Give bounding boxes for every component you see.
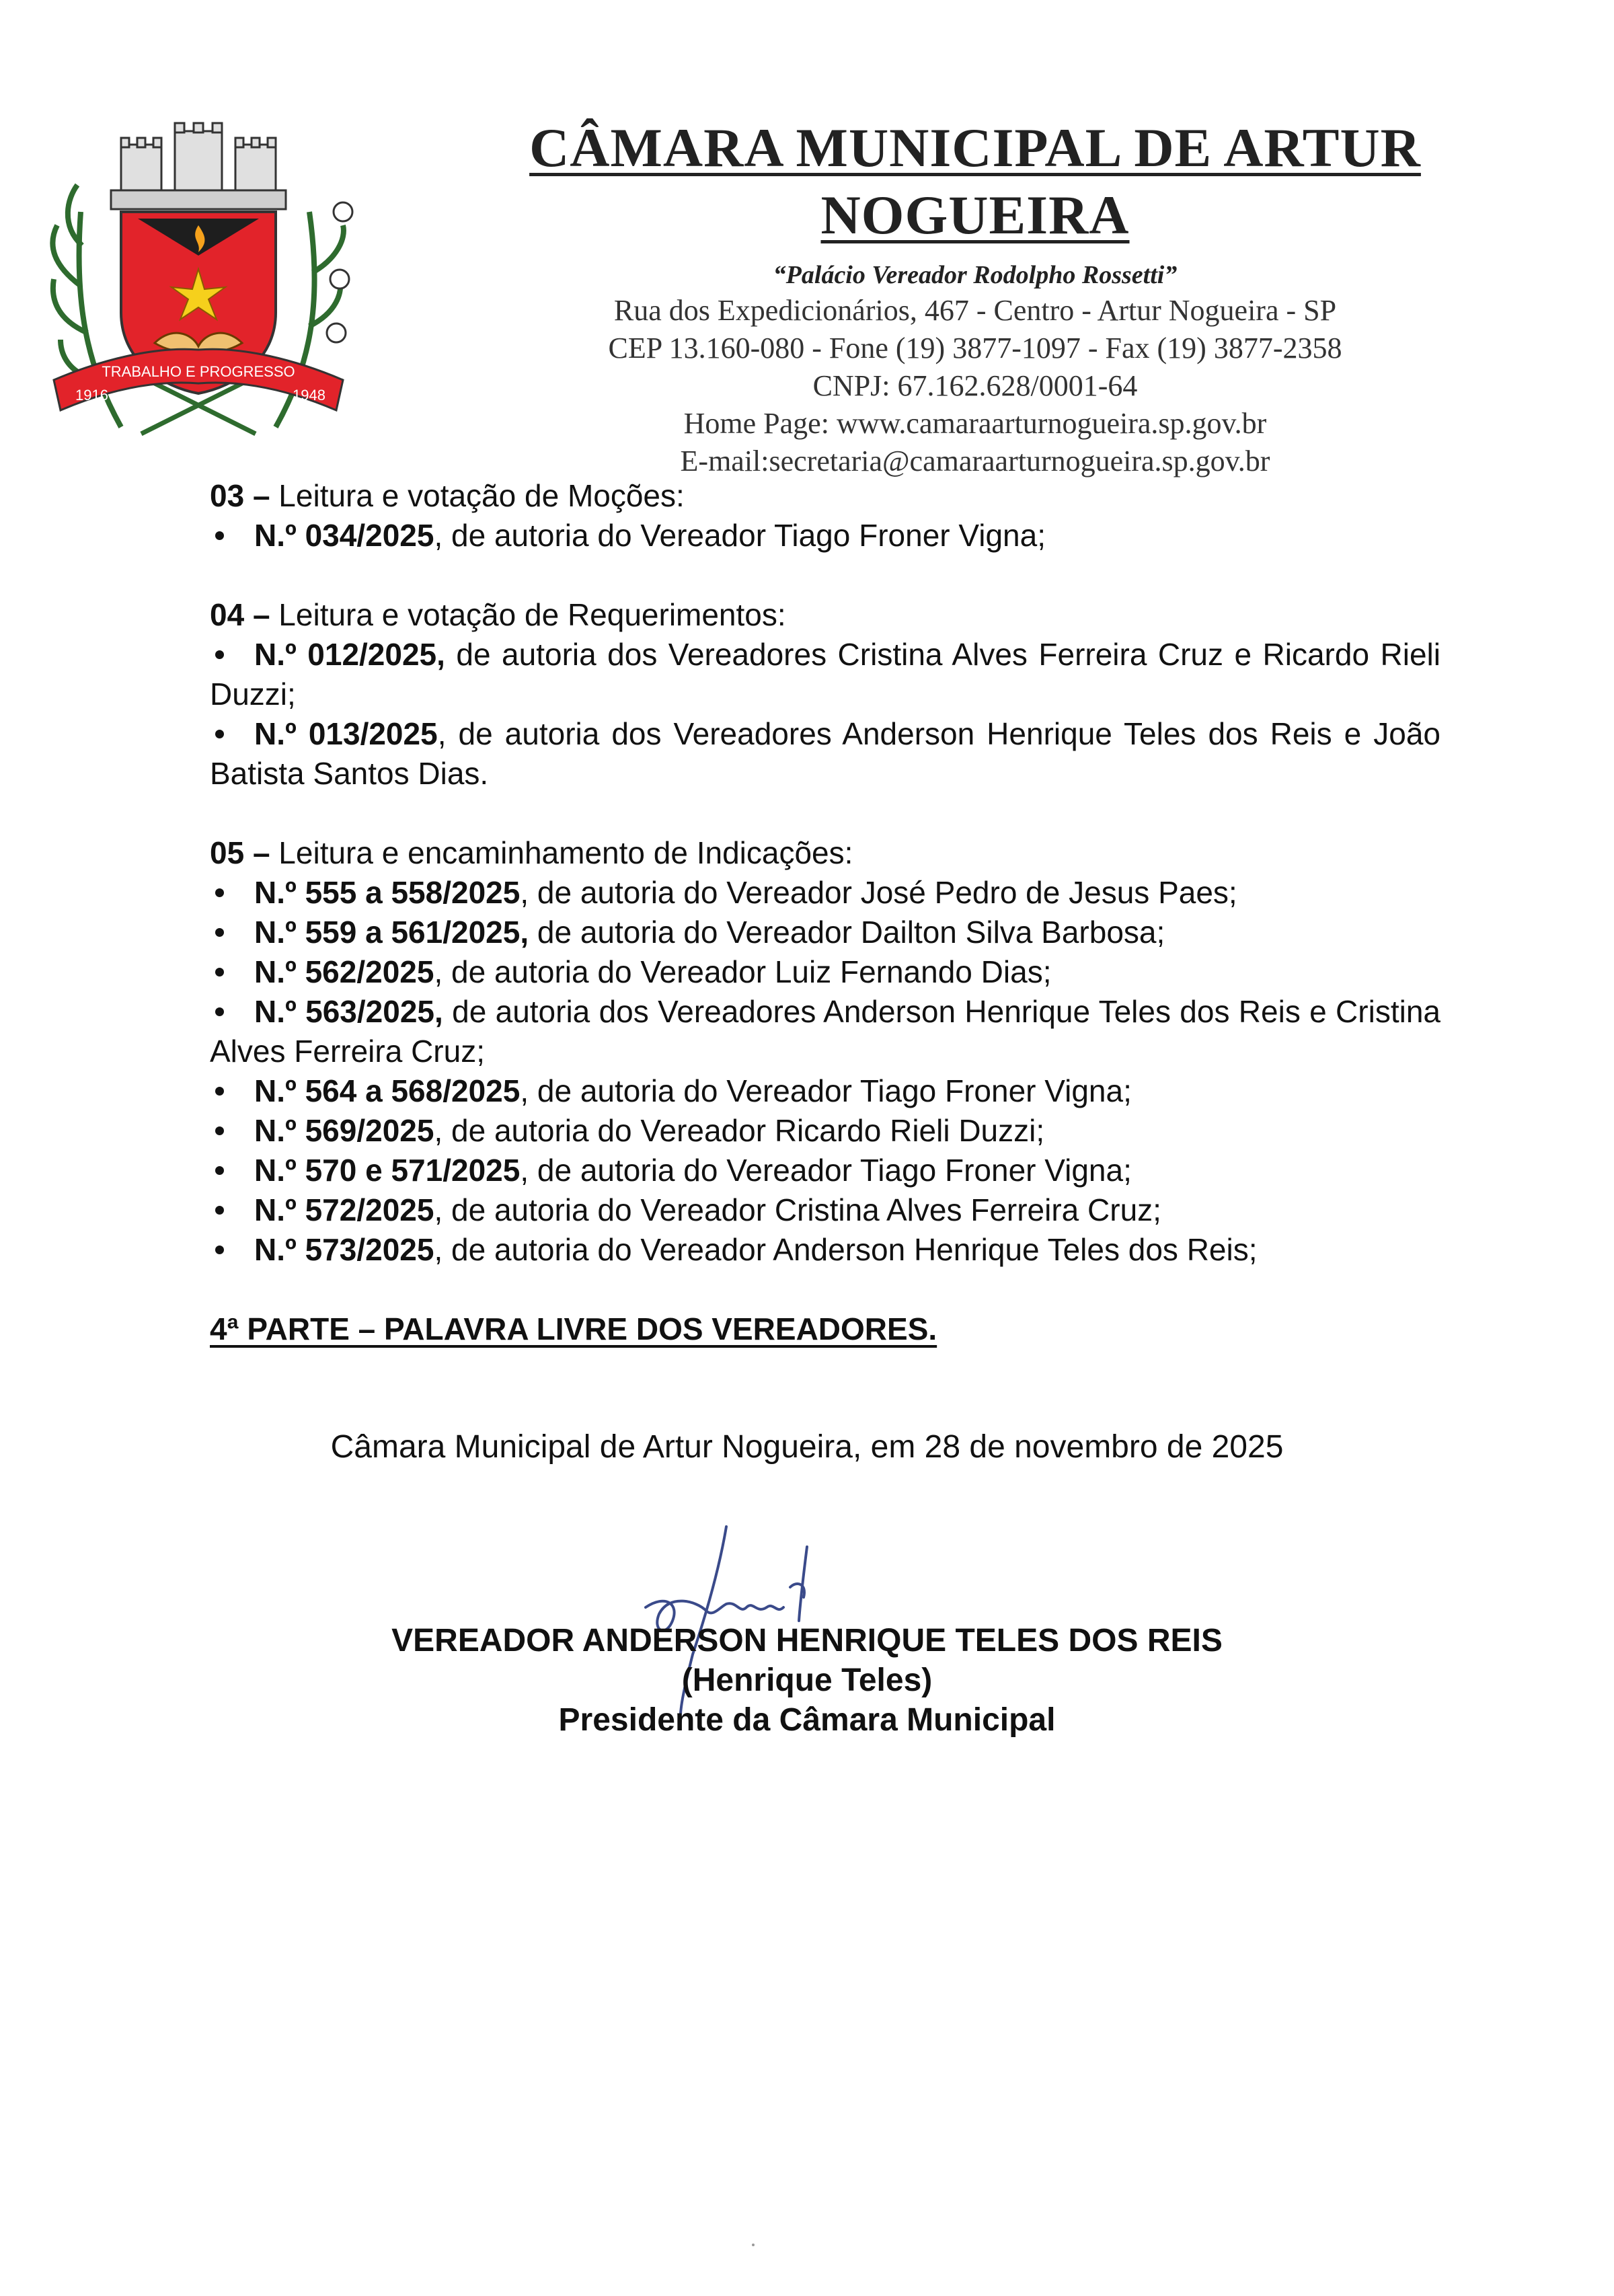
signatory-nickname: (Henrique Teles) xyxy=(681,1662,933,1698)
crest-year-right: 1948 xyxy=(293,387,325,404)
bullet-icon xyxy=(210,516,254,556)
section-heading xyxy=(210,476,1440,516)
closing-place-date: Câmara Municipal de Artur Nogueira, em 28 de novembro de 2025 xyxy=(330,1429,1284,1465)
section-heading xyxy=(210,833,1440,873)
list-item: N.º 559 a 561/2025, de autoria do Vereador Dailton Silva Barbosa; xyxy=(210,913,1440,952)
bullet-icon xyxy=(210,1071,254,1111)
address-line-5: E-mail:secretaria@camaraarturnogueira.sp.gov.br xyxy=(680,445,1270,477)
section-title: Leitura e votação de Moções: xyxy=(270,478,685,513)
list-item: N.º 563/2025, de autoria dos Vereadores Anderson Henrique Teles dos Reis e Cristina Alves Ferreira Cruz; xyxy=(210,992,1440,1071)
section-05 xyxy=(210,833,1440,1270)
list-item: N.º 562/2025, de autoria do Vereador Luiz Fernando Dias; xyxy=(210,952,1440,992)
institution-title: CÂMARA MUNICIPAL DE ARTUR NOGUEIRA xyxy=(529,117,1421,245)
bullet-icon xyxy=(210,1230,254,1270)
bullet-icon xyxy=(210,1151,254,1190)
list-item: N.º 013/2025, de autoria dos Vereadores Anderson Henrique Teles dos Reis e João Batista Santos Dias. xyxy=(210,714,1440,794)
scan-speck xyxy=(752,2244,755,2246)
list-item: N.º 569/2025, de autoria do Vereador Ricardo Rieli Duzzi; xyxy=(210,1111,1440,1151)
section-number: 05 – xyxy=(210,835,270,870)
section-number: 04 – xyxy=(210,597,270,632)
bullet-icon xyxy=(210,992,254,1032)
institution-subtitle: “Palácio Vereador Rodolpho Rossetti” xyxy=(773,261,1178,289)
bullet-icon xyxy=(210,913,254,952)
section-04 xyxy=(210,595,1440,794)
bullet-icon xyxy=(210,1111,254,1151)
section-number: 03 – xyxy=(210,478,270,513)
address-line-3: CNPJ: 67.162.628/0001-64 xyxy=(812,369,1138,402)
crest-motto: TRABALHO E PROGRESSO xyxy=(102,363,295,380)
tower-crown xyxy=(111,123,286,209)
signatory-name: VEREADOR ANDERSON HENRIQUE TELES DOS REIS xyxy=(391,1623,1223,1658)
section-title: Leitura e votação de Requerimentos: xyxy=(270,597,786,632)
list-item: N.º 564 a 568/2025, de autoria do Vereador Tiago Froner Vigna; xyxy=(210,1071,1440,1111)
address-line-1: Rua dos Expedicionários, 467 - Centro - Artur Nogueira - SP xyxy=(613,294,1337,327)
list-item: N.º 572/2025, de autoria do Vereador Cristina Alves Ferreira Cruz; xyxy=(210,1190,1440,1230)
letterhead xyxy=(390,114,1560,480)
bullet-icon xyxy=(210,1190,254,1230)
address-line-2: CEP 13.160-080 - Fone (19) 3877-1097 - Fax (19) 3877-2358 xyxy=(608,332,1342,365)
municipal-crest-logo xyxy=(40,111,356,447)
list-item: N.º 570 e 571/2025, de autoria do Vereador Tiago Froner Vigna; xyxy=(210,1151,1440,1190)
bullet-icon xyxy=(210,952,254,992)
part-4-heading: 4ª PARTE – PALAVRA LIVRE DOS VEREADORES. xyxy=(210,1311,937,1346)
list-item: N.º 034/2025, de autoria do Vereador Tiago Froner Vigna; xyxy=(210,516,1440,556)
signature-block xyxy=(0,1621,1614,1740)
bullet-icon xyxy=(210,714,254,754)
document-body xyxy=(210,476,1440,1349)
crest-year-left: 1916 xyxy=(75,387,108,404)
list-item: N.º 012/2025, de autoria dos Vereadores Cristina Alves Ferreira Cruz e Ricardo Rieli Duzzi; xyxy=(210,635,1440,714)
bullet-icon xyxy=(210,873,254,913)
address-line-4: Home Page: www.camaraarturnogueira.sp.gov.br xyxy=(683,407,1267,440)
signatory-role: Presidente da Câmara Municipal xyxy=(558,1702,1056,1738)
section-title: Leitura e encaminhamento de Indicações: xyxy=(270,835,853,870)
list-item: N.º 555 a 558/2025, de autoria do Vereador José Pedro de Jesus Paes; xyxy=(210,873,1440,913)
section-03 xyxy=(210,476,1440,556)
section-heading xyxy=(210,595,1440,635)
bullet-icon xyxy=(210,635,254,675)
list-item: N.º 573/2025, de autoria do Vereador Anderson Henrique Teles dos Reis; xyxy=(210,1230,1440,1270)
motto-ribbon xyxy=(54,349,343,410)
